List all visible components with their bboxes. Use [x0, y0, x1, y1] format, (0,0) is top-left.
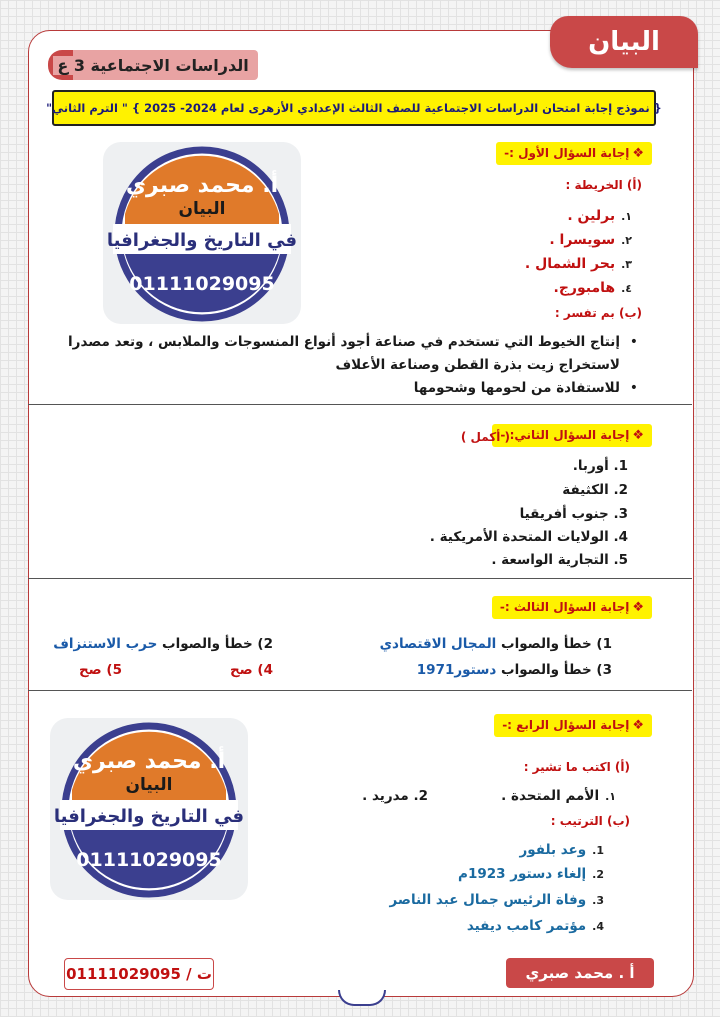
explain-line: للاستفادة من لحومها وشحومها	[413, 380, 620, 396]
q4-part-b: (ب) الترتيب :	[550, 814, 630, 828]
q4-part-a: (أ) اكتب ما تشير :	[523, 760, 630, 774]
order-item: 4.مؤتمر كامب ديفيد	[466, 918, 604, 934]
divider	[28, 690, 692, 691]
q3-answer-1: 1) خطأ والصواب المجال الاقتصادي	[379, 636, 612, 652]
order-item: 2.إلغاء دستور 1923م	[458, 866, 604, 882]
subject-text: الدراسات الاجتماعية 3 ع	[53, 56, 252, 75]
q2-item: 3. جنوب أفريقيا	[519, 506, 628, 522]
brand-tab: البيان	[550, 16, 698, 68]
q3-answer-4: 4) صح	[229, 662, 273, 678]
q2-item: 4. الولايات المتحدة الأمريكية .	[429, 529, 628, 545]
q2-item: 5. التجارية الواسعة .	[491, 552, 628, 568]
bottom-tab-icon	[338, 990, 386, 1006]
q4-a-item-1: ١.الأمم المتحدة .	[501, 788, 616, 804]
q2-item: 1. أوربا.	[572, 458, 628, 474]
q4-title: إجابة السؤال الرابع :-	[502, 718, 630, 732]
subject-label	[48, 50, 258, 80]
logo-name: أ. محمد صبري	[125, 173, 279, 198]
divider	[28, 578, 692, 579]
q3-heading	[492, 596, 652, 619]
teacher-logo	[50, 718, 248, 900]
q3-answer-5: 5) صح	[78, 662, 122, 678]
map-item: ٢.سويسرا .	[549, 232, 632, 248]
q3-title: إجابة السؤال الثالث :-	[499, 600, 630, 614]
teacher-name-badge: أ . محمد صبري	[506, 958, 654, 988]
exam-banner: { نموذج إجابة امتحان الدراسات الاجتماعية للصف الثالث الإعدادي الأزهرى لعام 2024- 2025 } " الترم الثاني"	[52, 90, 656, 126]
logo-tagline: في التاريخ والجغرافيا	[53, 806, 245, 827]
order-item: 3.وفاة الرئيس جمال عبد الناصر	[389, 892, 604, 908]
q1-part-a: (أ) الخريطة :	[565, 178, 642, 192]
phone-badge: ت / 01111029095	[64, 958, 214, 990]
logo-phone: 01111029095	[129, 273, 275, 295]
q1-title: إجابة السؤال الأول :-	[504, 146, 630, 160]
bullet-icon: •	[629, 380, 638, 396]
map-item: ١.برلين .	[567, 208, 632, 224]
bullet-icon: •	[629, 334, 638, 350]
order-item: 1.وعد بلفور	[519, 842, 604, 858]
q1-part-b: (ب) بم تفسر :	[554, 306, 642, 320]
logo-brand: البيان	[178, 199, 226, 219]
explain-line: لاستخراج زيت بذرة القطن وصناعة الأعلاف	[335, 357, 620, 373]
map-item: ٤.هامبورج.	[553, 280, 632, 296]
q3-answer-3: 3) خطأ والصواب دستور1971	[416, 662, 612, 678]
q4-heading	[494, 714, 652, 737]
logo-name: أ. محمد صبري	[72, 749, 226, 774]
q1-heading	[496, 142, 652, 165]
explain-line: إنتاج الخيوط التي تستخدم في صناعة أجود أنواع المنسوجات والملابس ، وتعد مصدرا	[68, 334, 620, 350]
star-icon: ❖	[632, 146, 644, 161]
q4-a-item-2: 2. مدريد .	[362, 788, 428, 804]
divider	[28, 404, 692, 405]
star-icon: ❖	[632, 718, 644, 733]
q2-heading	[492, 424, 652, 447]
logo-badge-icon	[50, 718, 248, 900]
q2-tag: ( أكمل )	[460, 430, 510, 444]
star-icon: ❖	[632, 428, 644, 443]
star-icon: ❖	[632, 600, 644, 615]
logo-tagline: في التاريخ والجغرافيا	[106, 230, 298, 251]
teacher-logo	[103, 142, 301, 324]
q2-title: إجابة السؤال الثاني: -	[500, 428, 630, 442]
q3-answer-2: 2) خطأ والصواب حرب الاستنزاف	[53, 636, 273, 652]
q2-item: 2. الكثيفة	[562, 482, 628, 498]
logo-phone: 01111029095	[76, 849, 222, 871]
map-item: ٣.بحر الشمال .	[524, 256, 632, 272]
logo-brand: البيان	[125, 775, 173, 795]
logo-badge-icon	[103, 142, 301, 324]
